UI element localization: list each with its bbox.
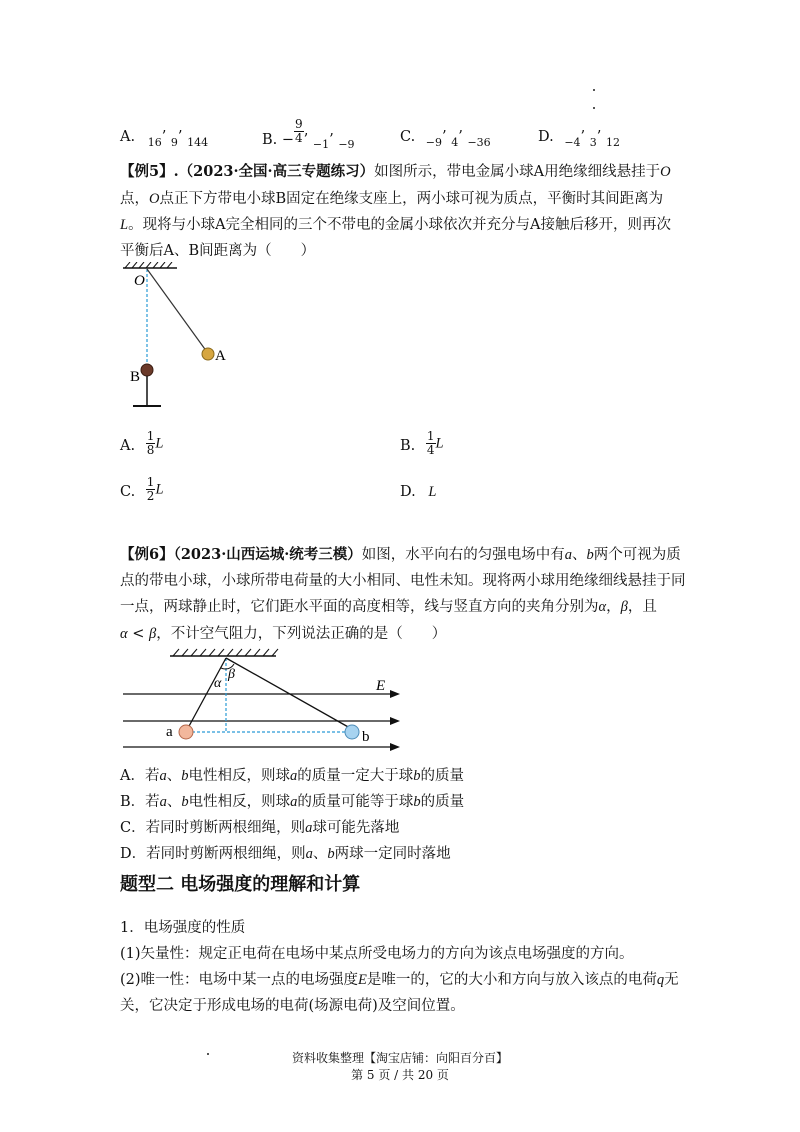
section-paragraph-3: 关，它决定于形成电场的电荷(场源电荷)及空间位置。 bbox=[120, 998, 465, 1014]
label-a: a bbox=[166, 724, 173, 740]
thread-b bbox=[226, 658, 350, 728]
label-alpha: α bbox=[214, 676, 222, 691]
ex6-line1: 【例6】（2023·山西运城·统考三模）如图，水平向右的匀强电场中有a、b两个可视为质 bbox=[120, 546, 681, 563]
stray-dot bbox=[593, 107, 595, 109]
footer-source: 资料收集整理【淘宝店铺：向阳百分百】 bbox=[291, 1051, 508, 1065]
top-option-b: B. − $\frac{9}{4}$ ’ $_{-1}$’ $_{-9}$ bbox=[262, 117, 355, 151]
label-b: B bbox=[130, 369, 141, 385]
ball-a bbox=[179, 725, 193, 739]
ex6-line2: 点的带电小球，小球所带电荷量的大小相同、电性未知。现将两小球用绝缘细线悬挂于同 bbox=[120, 573, 686, 589]
label-a: A bbox=[215, 348, 226, 364]
thread-a bbox=[188, 658, 226, 728]
ceiling-hatch bbox=[125, 262, 172, 268]
ex5-option-b: B. $\frac{1}{4}$ L bbox=[400, 429, 444, 457]
footer-page-number: 第 5 页 / 共 20 页 bbox=[351, 1068, 449, 1082]
section-paragraph-1: (1)矢量性：规定正电荷在电场中某点所受电场力的方向为该点电场强度的方向。 bbox=[120, 946, 634, 962]
ex5-option-d: D. L bbox=[400, 484, 437, 500]
ex5-pendulum-figure bbox=[115, 262, 245, 417]
ex6-line4: α < β，不计空气阻力，下列说法正确的是（ ） bbox=[120, 626, 447, 642]
top-option-d: D. $_{-4}$’ $_3$’ $_{12}$ bbox=[538, 129, 620, 149]
ex5-line2: 点，O点正下方带电小球B固定在绝缘支座上，两小球可视为质点，平衡时其间距离为 bbox=[120, 191, 664, 207]
ex6-option-c: C．若同时剪断两根细绳，则a球可能先落地 bbox=[120, 820, 400, 836]
section-paragraph-2: (2)唯一性：电场中某一点的电场强度E是唯一的，它的大小和方向与放入该点的电荷q无 bbox=[120, 972, 679, 988]
stray-dot bbox=[593, 89, 595, 91]
ex5-option-a: A. $\frac{1}{8}$ L bbox=[120, 429, 164, 457]
ceiling-hatch bbox=[173, 649, 278, 656]
field-arrowheads bbox=[390, 690, 400, 751]
top-option-a: A. $_{16}$’ $_9$’ $_{144}$ bbox=[120, 129, 209, 149]
ex5-line4: 平衡后A、B间距离为（ ） bbox=[120, 243, 316, 259]
section-item-1: 1．电场强度的性质 bbox=[120, 920, 246, 936]
ex6-option-b: B．若a、b电性相反，则球a的质量可能等于球b的质量 bbox=[120, 794, 465, 810]
angle-alpha-arc bbox=[221, 668, 226, 669]
ex6-line3: 一点，两球静止时，它们距水平面的高度相等，线与竖直方向的夹角分别为α，β，且 bbox=[120, 599, 657, 615]
ball-a bbox=[202, 348, 214, 360]
ex5-line3: L。现将与小球A完全相同的三个不带电的金属小球依次并充分与A接触后移开，则再次 bbox=[120, 217, 672, 233]
top-option-c: C. $_{-9}$’ $_4$’ $_{-36}$ bbox=[400, 129, 491, 149]
ball-b bbox=[345, 725, 359, 739]
label-e: E bbox=[376, 678, 386, 694]
ex6-option-a: A．若a、b电性相反，则球a的质量一定大于球b的质量 bbox=[120, 768, 464, 784]
ex6-option-d: D．若同时剪断两根细绳，则a、b两球一定同时落地 bbox=[120, 846, 451, 862]
section-title: 题型二 电场强度的理解和计算 bbox=[120, 874, 361, 895]
ex5-option-c: C. $\frac{1}{2}$ L bbox=[120, 475, 164, 503]
ex6-field-figure bbox=[118, 646, 408, 756]
label-o: O bbox=[134, 273, 145, 289]
ex5-line1: 【例5】.（2023·全国·高三专题练习）如图所示，带电金属小球A用绝缘细线悬挂于O bbox=[120, 163, 671, 180]
thread-line bbox=[147, 269, 207, 352]
label-b: b bbox=[362, 729, 370, 745]
label-beta: β bbox=[228, 667, 235, 682]
ball-b bbox=[141, 364, 153, 376]
